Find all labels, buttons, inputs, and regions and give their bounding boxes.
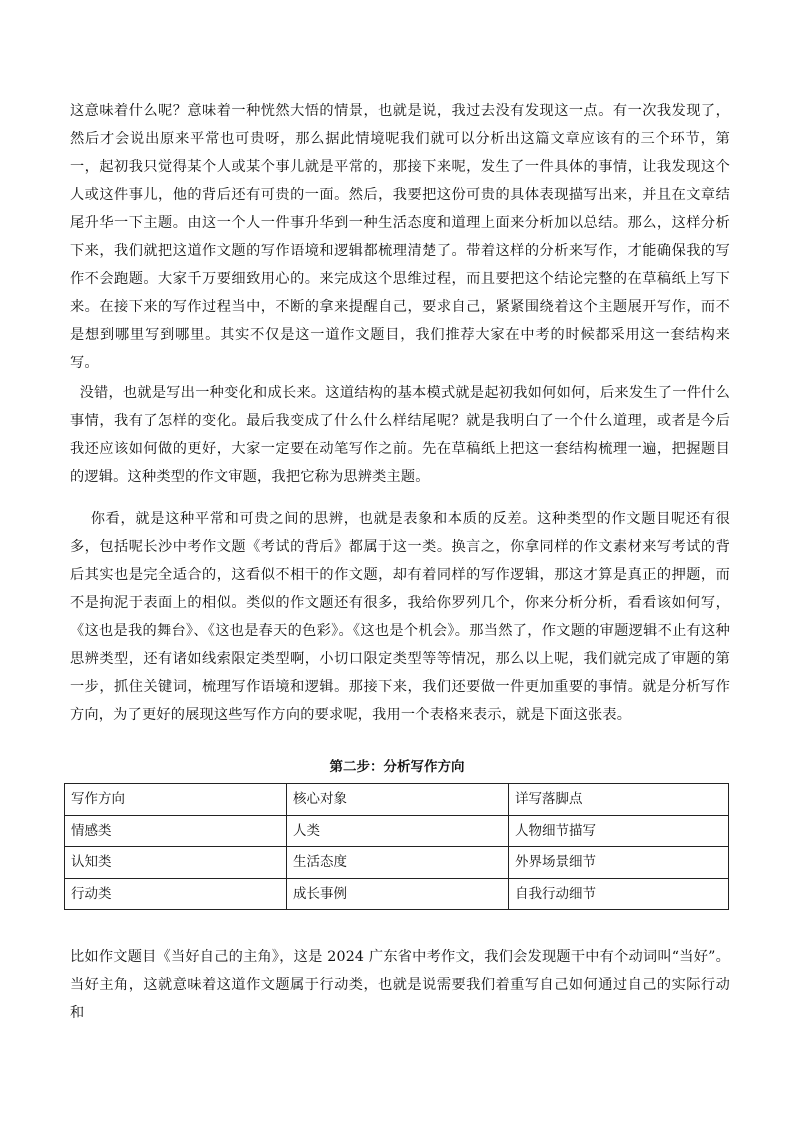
header-cell: 详写落脚点 [509, 784, 729, 816]
table-row [65, 815, 729, 847]
paragraph-3: 你看，就是这种平常和可贵之间的思辨，也就是表象和本质的反差。这种类型的作文题目呢还有很多，包括呢长沙中考作文题《考试的背后》都属于这一类。换言之，你拿同样的作文素材来写考试的背后其实也是完全适合的，这看似不相干的作文题，却有着同样的写作逻辑，那这才算是真正的押题，而不是拘泥于表面上的相似。类似的作文题还有很多，我给你罗列几个，你来分析分析，看看该如何写，《这也是我的舞台》、《这也是春天的色彩》。《这也是个机会》。那当然了，作文题的审题逻辑不止有这种思辨类型，还有诸如线索限定类型啊，小切口限定类型等等情况，那么以上呢，我们就完成了审题的第一步，抓住关键词，梳理写作语境和逻辑。那接下来，我们还要做一件更加重要的事情。就是分析写作方向，为了更好的展现这些写作方向的要求呢，我用一个表格来表示，就是下面这张表。 [70, 511, 730, 723]
table-row [65, 878, 729, 910]
paragraph-1: 这意味着什么呢？意味着一种恍然大悟的情景，也就是说，我过去没有发现这一点。有一次我发现了，然后才会说出原来平常也可贵呀，那么据此情境呢我们就可以分析出这篇文章应该有的三个环节，第一，起初我只觉得某个人或某个事儿就是平常的，那接下来呢，发生了一件具体的事情，让我发现这个人或这件事儿，他的背后还有可贵的一面。然后，我要把这份可贵的具体表现描写出来，并且在文章结尾升华一下主题。由这一个人一件事升华到一种生活态度和道理上面来分析加以总结。那么，这样分析下来，我们就把这道作文题的写作语境和逻辑都梳理清楚了。带着这样的分析来写作，才能确保我的写作不会跑题。大家千万要细致用心的。来完成这个思维过程，而且要把这个结论完整的在草稿纸上写下来。在接下来的写作过程当中，不断的拿来提醒自己，要求自己，紧紧围绕着这个主题展开写作，而不是想到哪里写到哪里。其实不仅是这一道作文题目，我们推荐大家在中考的时候都采用这一套结构来写。 [70, 103, 730, 371]
table-cell: 行动类 [65, 878, 287, 910]
paragraph-2: 没错，也就是写出一种变化和成长来。这道结构的基本模式就是起初我如何如何，后来发生了一件什么事情，我有了怎样的变化。最后我变成了什么什么样结尾呢？就是我明白了一个什么道理，或者是今后我还应该如何做的更好，大家一定要在动笔写作之前。先在草稿纸上把这一套结构梳理一遍，把握题目的逻辑。这种类型的作文审题，我把它称为思辨类主题。 [70, 385, 730, 485]
table-cell: 情感类 [65, 815, 287, 847]
table-cell: 人物细节描写 [509, 815, 729, 847]
table-cell: 自我行动细节 [509, 878, 729, 910]
table-title: 第二步：分析写作方向 [329, 759, 465, 775]
writing-direction-table [64, 783, 729, 910]
table-cell: 生活态度 [287, 847, 509, 879]
table-cell: 外界场景细节 [509, 847, 729, 879]
header-cell: 核心对象 [287, 784, 509, 816]
table-cell: 认知类 [65, 847, 287, 879]
table-cell: 人类 [287, 815, 509, 847]
paragraph-4: 比如作文题目《当好自己的主角》，这是 2024 广东省中考作文，我们会发现题干中有个动词叫“当好”。当好主角，这就意味着这道作文题属于行动类，也就是说需要我们着重写自己如何通过自己的实际行动和 [70, 949, 730, 1021]
header-cell: 写作方向 [65, 784, 287, 816]
table-cell: 成长事例 [287, 878, 509, 910]
table-row [65, 847, 729, 879]
table-header-row [65, 784, 729, 816]
